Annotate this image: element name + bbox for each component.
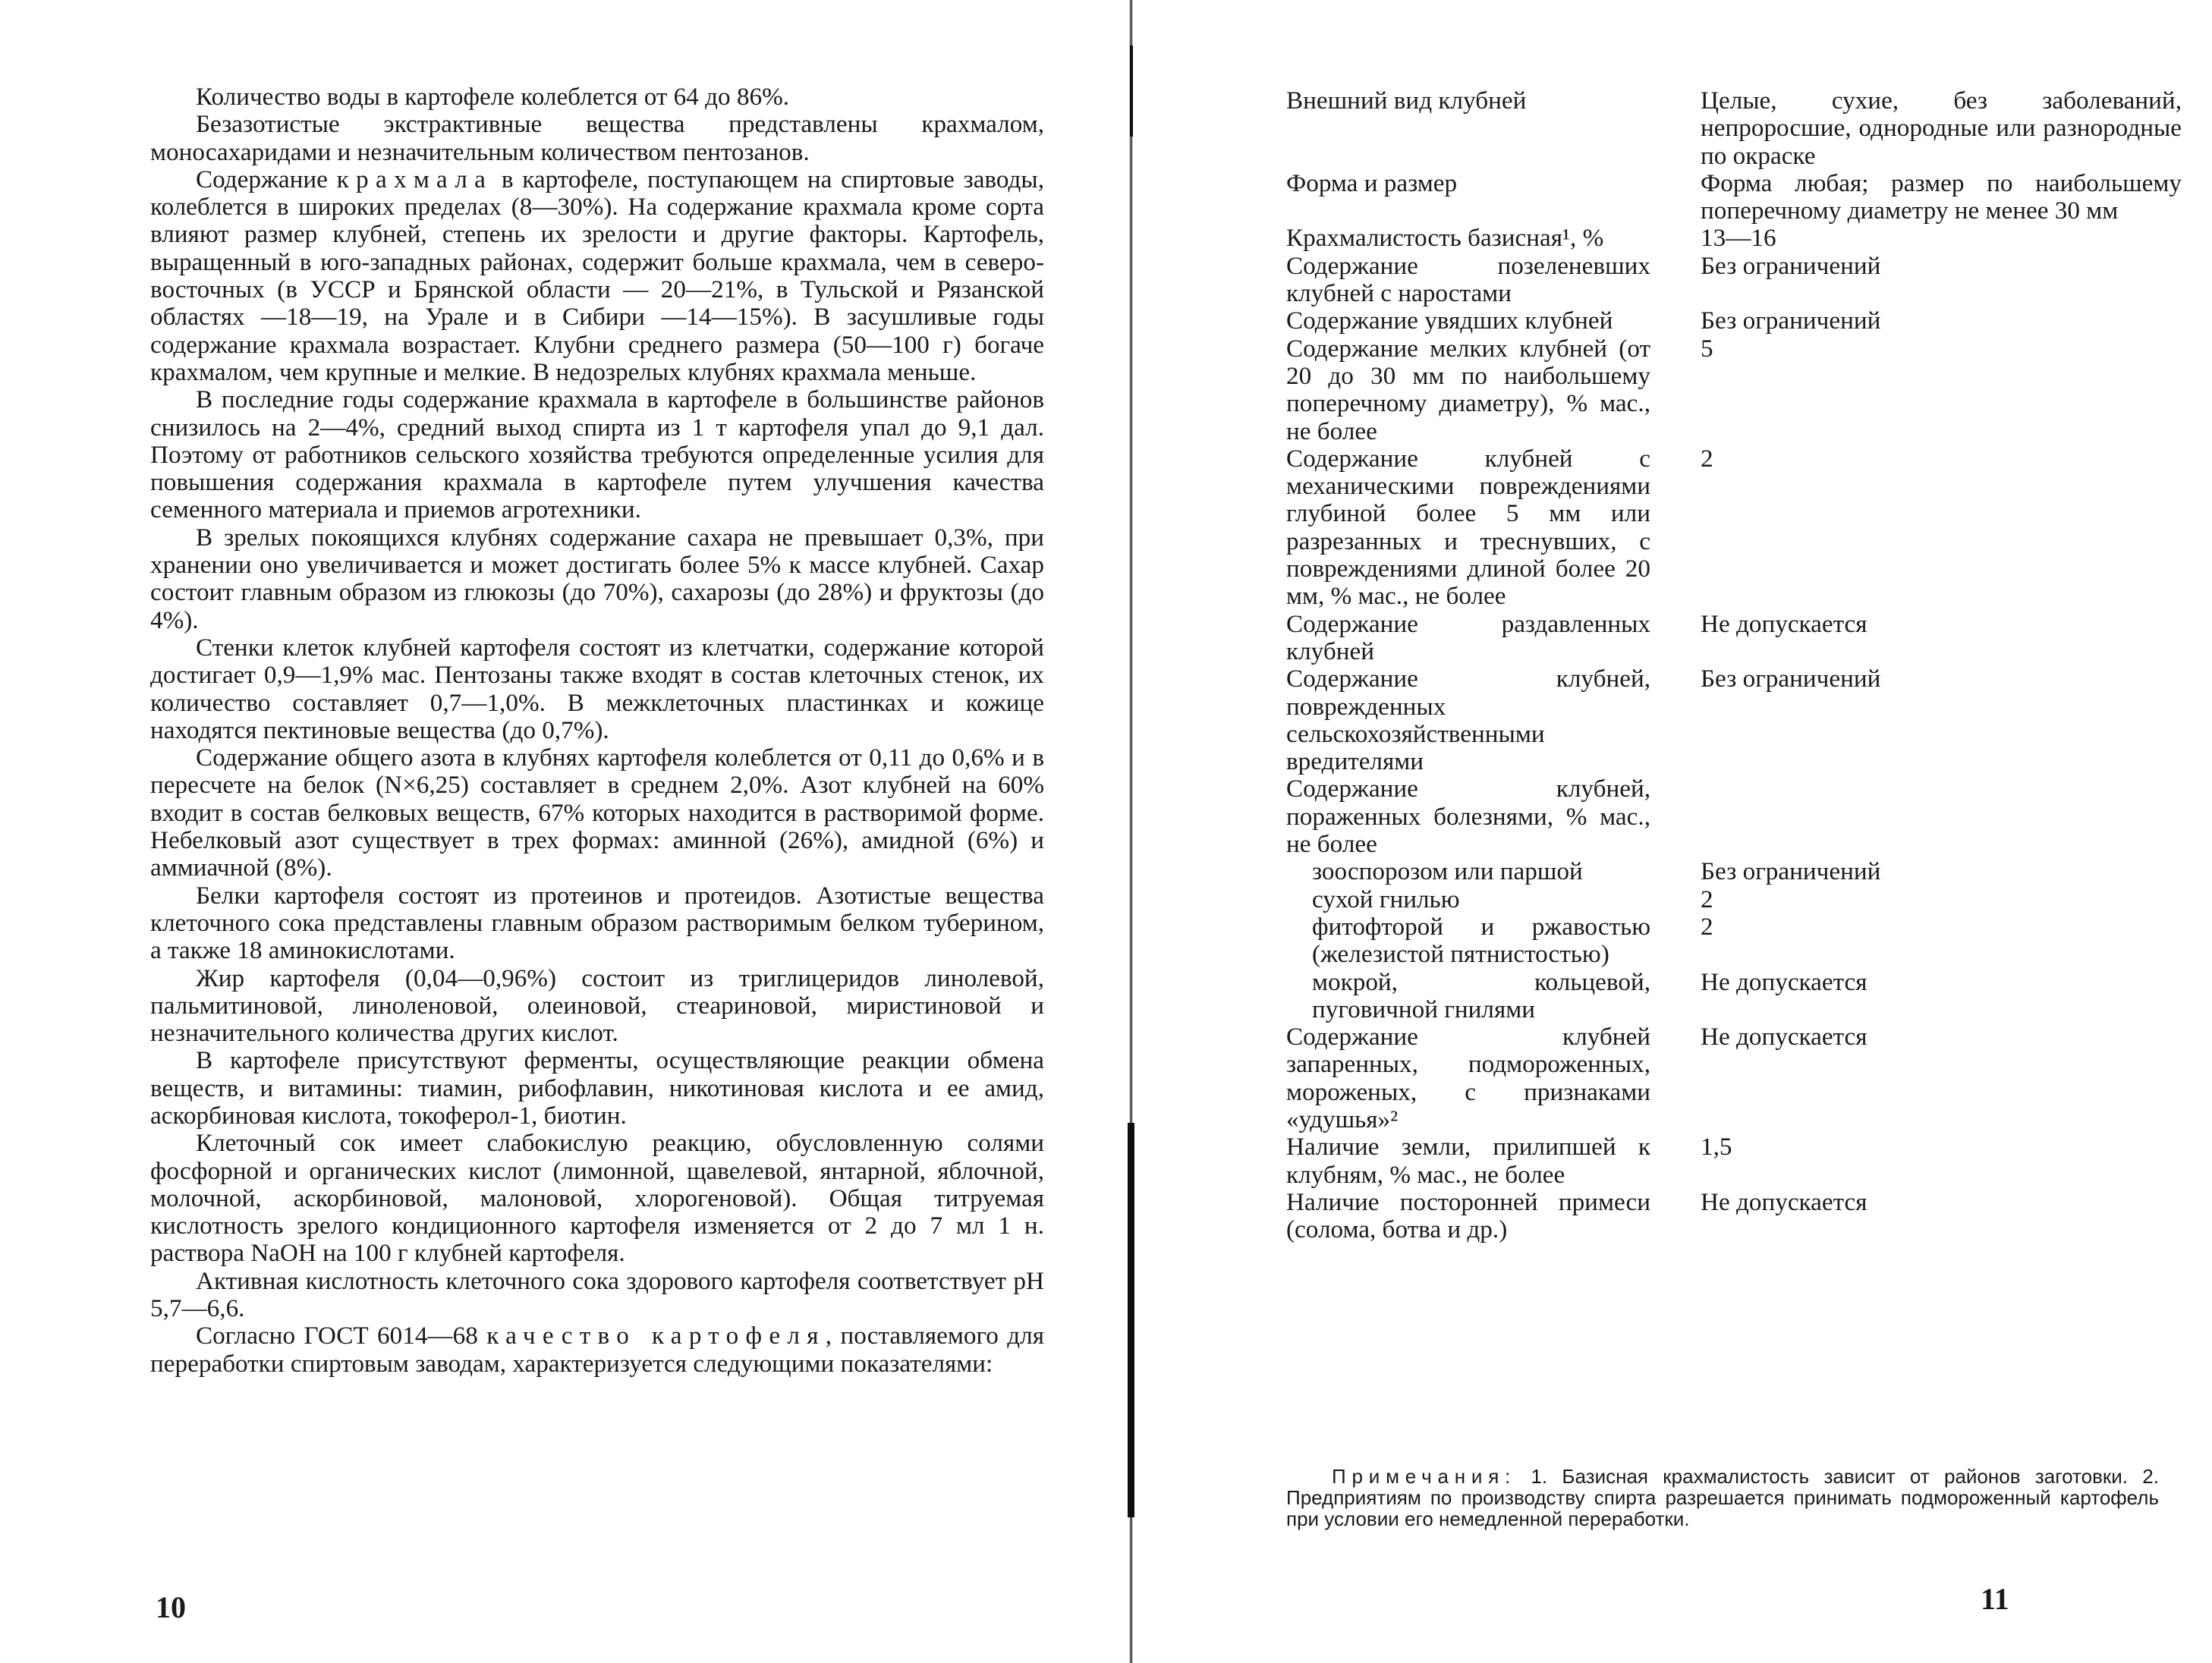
spaced-term: качество картофеля [486,1322,826,1350]
value-cell: Без ограничений [1701,665,1881,693]
value-cell: Не допускается [1701,1023,1867,1052]
parameter-cell: Содержание увядших клубней [1286,307,1613,335]
table-row [1286,775,2182,858]
parameter-cell: Наличие посторонней примеси (солома, ботва и др.) [1286,1187,1650,1244]
table-row [1286,335,2182,445]
paragraph-text: в картофеле, поступающем на спиртовые заводы, колеблется в широких пределах (8—30%). На содержание крахмала кроме сорта влияют размер клубней, степень их зрелости и другие факторы. Картофель, выращенный в юго-западных районах, содержит больше крахмала, чем в северо-восточных (в УССР и Брянской области — 20—21%, в Тульской и Рязанской областях —18—19, на Урале и в Сибири —14—15%). В засушливые годы содержание крахмала возрастает. Клубни среднего размера (50—100 г) богаче крахмалом, чем крупные и мелкие. В недозрелых клубнях крахмала меньше. [150,165,1044,386]
parameter-cell: Содержание позеленевших клубней с наростами [1286,251,1650,308]
value-cell: Без ограничений [1701,857,1881,886]
parameter-cell: зооспорозом или паршой [1312,857,1583,886]
parameter-cell: Содержание клубней запаренных, подмороженных, мороженых, с признаками «удушья»² [1286,1023,1650,1133]
value-cell: 1,5 [1701,1133,1732,1162]
table-row [1286,1023,2182,1133]
value-cell: 5 [1701,334,1713,363]
parameter-cell: Содержание клубней, пораженных болезнями, % мас., не более [1286,775,1650,859]
paragraph: В картофеле присутствуют ферменты, осуществляющие реакции обмена веществ, и витамины: тиамин, рибофлавин, никотиновая кислота и ее амид, аскорбиновая кислота, токоферол-1, биотин. [150,1046,1044,1130]
table-row [1286,445,2182,611]
paragraph [150,166,1044,386]
value-cell: 2 [1701,885,1713,913]
paragraph-text: Согласно ГОСТ 6014—68 [196,1322,487,1350]
paragraph: Количество воды в картофеле колеблется от 64 до 86%. [196,83,790,111]
table-row [1286,886,2182,913]
paragraph: Стенки клеток клубней картофеля состоят из клетчатки, содержание которой достигает 0,9—1,9% мас. Пентозаны также входят в состав клеточных стенок, их количество составляет 0,7—1,0%. В межклеточных пластинках и кожице находятся пектиновые вещества (до 0,7%). [150,633,1044,744]
value-cell: 13—16 [1701,224,1776,253]
table-row [1286,87,2182,170]
parameter-cell: Наличие земли, прилипшей к клубням, % мас., не более [1286,1133,1650,1189]
footnote-lead: Примечания: [1332,1465,1517,1488]
paragraph-text: , поставляемого для переработки спиртовым заводам, характеризуется следующими показателями: [150,1322,1044,1378]
table-row [1286,665,2182,775]
parameter-cell: фитофторой и ржавостью (железистой пятнистостью) [1312,912,1650,969]
spine-shadow [1128,1123,1134,1517]
spaced-term: крахмала [336,165,493,193]
parameter-cell: Крахмалистость базисная¹, % [1286,224,1604,253]
paragraph: В зрелых покоящихся клубнях содержание сахара не превышает 0,3%, при хранении оно увеличивается и может достигать более 5% к массе клубней. Сахар состоит главным образом из глюкозы (до 70%), сахарозы (до 28%) и фруктозы (до 4%). [150,523,1044,634]
paragraph: Жир картофеля (0,04—0,96%) состоит из триглицеридов линолевой, пальмитиновой, линоленовой, олеиновой, стеариновой, миристиновой и незначительного количества других кислот. [150,964,1044,1048]
table-row [1286,969,2182,1024]
value-cell: Не допускается [1701,1187,1867,1216]
table-row [1286,253,2182,308]
value-cell: Без ограничений [1701,307,1881,335]
potato-quality-table [1286,87,2182,1243]
parameter-cell: Содержание мелких клубней (от 20 до 30 мм по наибольшему поперечному диаметру), % мас., не более [1286,334,1650,445]
page-number-right: 11 [1981,1582,2009,1616]
value-cell: Без ограничений [1701,251,1881,280]
value-cell: Не допускается [1701,967,1867,996]
paragraph [150,1322,1044,1378]
table-row [1286,913,2182,969]
value-cell: Целые, сухие, без заболеваний, непроросшие, однородные или разнородные по окраске [1701,86,2182,170]
parameter-cell: мокрой, кольцевой, пуговичной гнилями [1312,967,1650,1023]
parameter-cell: Содержание клубней, поврежденных сельскохозяйственными вредителями [1286,665,1650,776]
paragraph: Безазотистые экстрактивные вещества представлены крахмалом, моносахаридами и незначительным количеством пентозанов. [150,110,1044,166]
table-row [1286,307,2182,335]
value-cell: 2 [1701,444,1713,473]
parameter-cell: Содержание клубней с механическими повреждениями глубиной более 5 мм или разрезанных и треснувших, с повреждениями длиной более 20 мм, % мас., не более [1286,444,1650,611]
parameter-cell: Содержание раздавленных клубней [1286,609,1650,665]
paragraph: Активная кислотность клеточного сока здорового картофеля соответствует pH 5,7—6,6. [150,1266,1044,1323]
paragraph: Содержание общего азота в клубнях картофеля колеблется от 0,11 до 0,6% и в пересчете на белок (N×6,25) составляет в среднем 2,0%. Азот клубней на 60% входит в состав белковых веществ, 67% которых находится в растворимой форме. Небелковый азот существует в трех формах: аминной (26%), амидной (6%) и аммиачной (8%). [150,743,1044,882]
right-page [1138,0,2212,1663]
parameter-cell: Внешний вид клубней [1286,86,1527,115]
spine-shadow-top [1130,46,1133,137]
parameter-cell: сухой гнилью [1312,885,1460,913]
table-row [1286,225,2182,252]
table-row [1286,170,2182,225]
parameter-cell: Форма и размер [1286,168,1458,197]
paragraph-text: Содержание [196,165,337,193]
value-cell: 2 [1701,912,1713,941]
table-row [1286,611,2182,666]
value-cell: Форма любая; размер по наибольшему поперечному диаметру не менее 30 мм [1701,168,2182,225]
table-footnote [1286,1466,2159,1529]
table-row [1286,1189,2182,1244]
table-row [1286,1133,2182,1189]
value-cell [1650,775,2182,858]
page-number-left: 10 [156,1590,186,1624]
paragraph: Клеточный сок имеет слабокислую реакцию, обусловленную солями фосфорной и органических кислот (лимонной, щавелевой, янтарной, яблочной, молочной, аскорбиновой, малоновой, хлорогеновой). Общая титруемая кислотность зрелого кондиционного картофеля изменяется от 2 до 7 мл 1 н. раствора NaOH на 100 г клубней картофеля. [150,1129,1044,1268]
paragraph: В последние годы содержание крахмала в картофеле в большинстве районов снизилось на 2—4%, средний выход спирта из 1 т картофеля упал до 9,1 дал. Поэтому от работников сельского хозяйства требуются определенные усилия для повышения содержания крахмала в картофеле путем улучшения качества семенного материала и приемов агротехники. [150,385,1044,524]
table-row [1286,858,2182,885]
paragraph: Белки картофеля состоят из протеинов и протеидов. Азотистые вещества клеточного сока представлены главным образом растворимым белком туберином, а также 18 аминокислотами. [150,881,1044,965]
footnote-text: 1. Базисная крахмалистость зависит от районов заготовки. 2. Предприятиям по производству спирта разрешается принимать подмороженный картофель при условии его немедленной переработки. [1286,1465,2159,1530]
value-cell: Не допускается [1701,609,1867,638]
left-page-body [150,83,1044,1378]
